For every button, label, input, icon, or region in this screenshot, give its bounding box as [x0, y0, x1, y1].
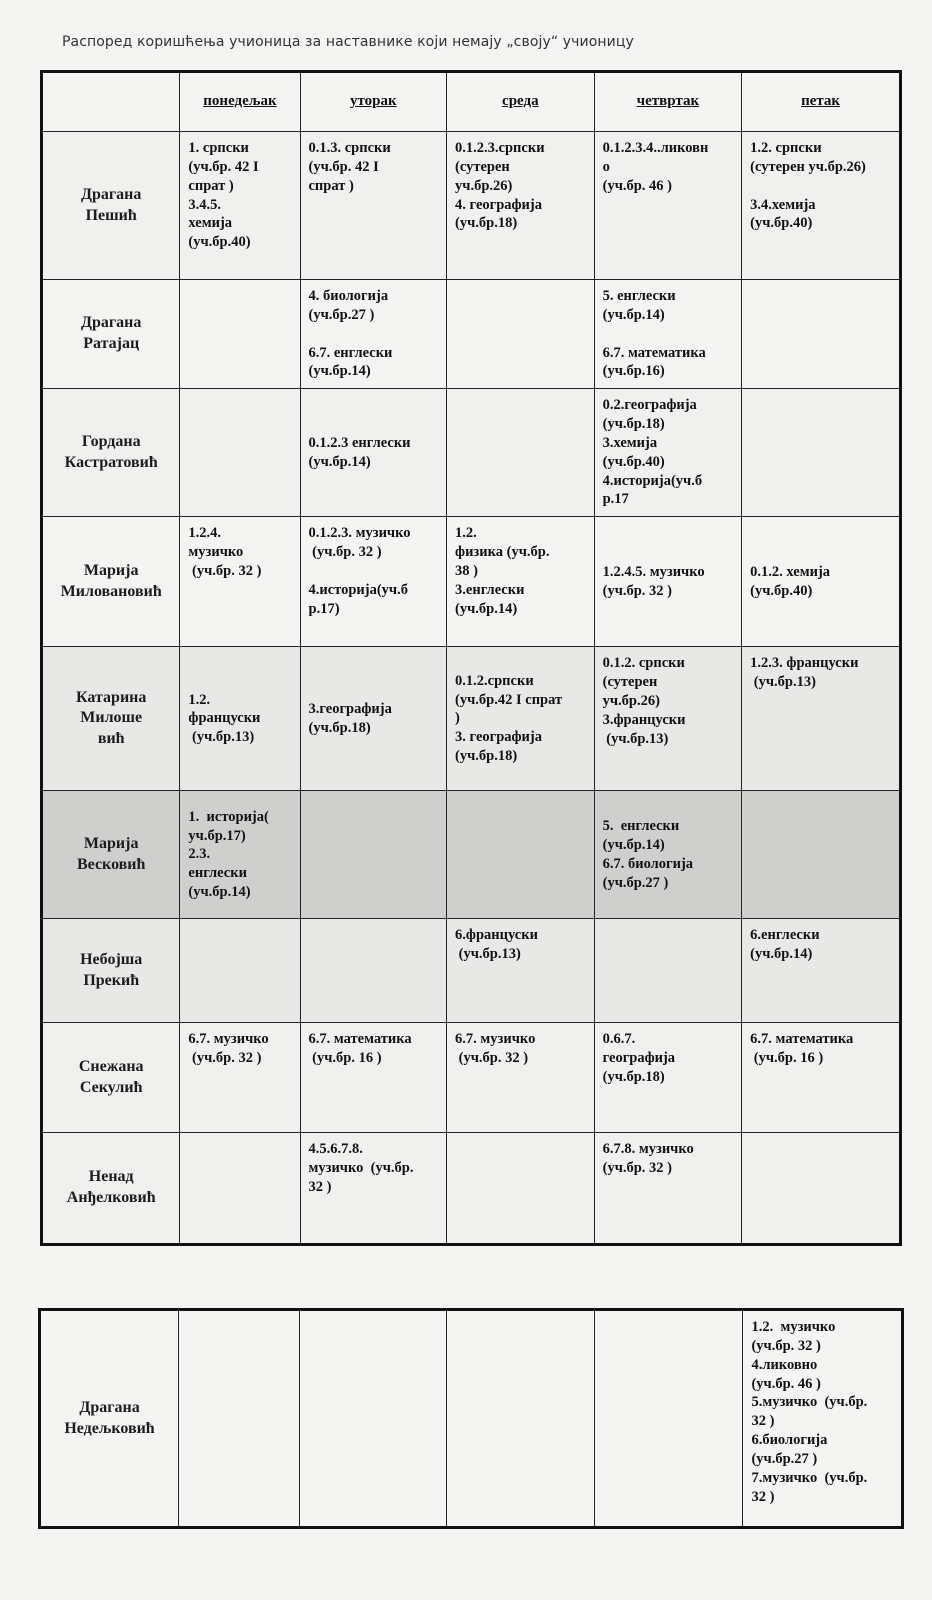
schedule-cell: 0.2.географија (уч.бр.18) 3.хемија (уч.бр.40) 4.историја(уч.б р.17: [594, 389, 742, 517]
schedule-cell: 1.2. француски (уч.бр.13): [180, 647, 300, 791]
schedule-cell: [742, 280, 901, 389]
schedule-cell: 1.2.4. музичко (уч.бр. 32 ): [180, 517, 300, 647]
schedule-cell: [180, 1133, 300, 1245]
teacher-name: Марија Весковић: [42, 791, 180, 919]
schedule-cell: 6.7. музичко (уч.бр. 32 ): [447, 1023, 595, 1133]
schedule-cell: 4. биологија (уч.бр.27 ) 6.7. енглески (уч.бр.14): [300, 280, 447, 389]
table-row: [42, 517, 901, 647]
schedule-cell: [447, 791, 595, 919]
day-header: петак: [742, 72, 901, 132]
schedule-cell: [742, 389, 901, 517]
schedule-cell: 0.1.3. српски (уч.бр. 42 I спрат ): [300, 132, 447, 280]
teacher-name: Катарина Милоше вић: [42, 647, 180, 791]
schedule-cell: 1.2. физика (уч.бр. 38 ) 3.енглески (уч.бр.14): [447, 517, 595, 647]
schedule-cell: 1.2. српски (сутерен уч.бр.26) 3.4.хемија (уч.бр.40): [742, 132, 901, 280]
schedule-cell: [447, 389, 595, 517]
teacher-name: Марија Миловановић: [42, 517, 180, 647]
table-row: [42, 280, 901, 389]
schedule-cell: 4.5.6.7.8. музичко (уч.бр. 32 ): [300, 1133, 447, 1245]
table-row: [42, 647, 901, 791]
schedule-cell: [180, 919, 300, 1023]
teacher-name: Ненад Анђелковић: [42, 1133, 180, 1245]
teacher-name: Небојша Прекић: [42, 919, 180, 1023]
schedule-cell: [300, 919, 447, 1023]
schedule-cell: [742, 1133, 901, 1245]
schedule-cell: 6.7. математика (уч.бр. 16 ): [742, 1023, 901, 1133]
schedule-cell: [299, 1310, 446, 1528]
schedule-cell: 0.1.2.3.4..ликовн о (уч.бр. 46 ): [594, 132, 742, 280]
schedule-cell: [300, 791, 447, 919]
schedule-cell: 0.1.2. српски (сутерен уч.бр.26) 3.француски (уч.бр.13): [594, 647, 742, 791]
day-header: уторак: [300, 72, 447, 132]
day-header: понедељак: [180, 72, 300, 132]
schedule-cell: 1. српски (уч.бр. 42 I спрат ) 3.4.5. хемија (уч.бр.40): [180, 132, 300, 280]
teacher-name: Драгана Недељковић: [40, 1310, 179, 1528]
corner-cell: [42, 72, 180, 132]
schedule-cell: 5. енглески (уч.бр.14) 6.7. биологија (уч.бр.27 ): [594, 791, 742, 919]
schedule-cell: [179, 1310, 300, 1528]
table-row: [42, 919, 901, 1023]
teacher-name: Снежана Секулић: [42, 1023, 180, 1133]
schedule-cell: 1.2. музичко (уч.бр. 32 ) 4.ликовно (уч.бр. 46 ) 5.музичко (уч.бр. 32 ) 6.биологија (уч.бр.27 ) 7.музичко (уч.бр. 32 ): [743, 1310, 903, 1528]
schedule-cell: [447, 1133, 595, 1245]
schedule-cell: [180, 280, 300, 389]
teacher-name: Драгана Ратајац: [42, 280, 180, 389]
schedule-cell: 3.географија (уч.бр.18): [300, 647, 447, 791]
table-row: [42, 132, 901, 280]
schedule-cell: 6.7. музичко (уч.бр. 32 ): [180, 1023, 300, 1133]
schedule-cell: 0.1.2.српски (уч.бр.42 I спрат ) 3. географија (уч.бр.18): [447, 647, 595, 791]
schedule-cell: [446, 1310, 594, 1528]
table-row: [40, 1310, 903, 1528]
teacher-name: Гордана Кастратовић: [42, 389, 180, 517]
schedule-cell: [595, 1310, 743, 1528]
schedule-cell: 1. историја( уч.бр.17) 2.3. енглески (уч.бр.14): [180, 791, 300, 919]
schedule-cell: [742, 791, 901, 919]
schedule-cell: [180, 389, 300, 517]
schedule-cell: 0.1.2.3 енглески (уч.бр.14): [300, 389, 447, 517]
schedule-cell: 5. енглески (уч.бр.14) 6.7. математика (уч.бр.16): [594, 280, 742, 389]
schedule-cell: 0.1.2. хемија (уч.бр.40): [742, 517, 901, 647]
schedule-cell: 1.2.4.5. музичко (уч.бр. 32 ): [594, 517, 742, 647]
schedule-cell: 6.француски (уч.бр.13): [447, 919, 595, 1023]
schedule-cell: 1.2.3. француски (уч.бр.13): [742, 647, 901, 791]
schedule-cell: [447, 280, 595, 389]
schedule-cell: 6.енглески (уч.бр.14): [742, 919, 901, 1023]
schedule-cell: [594, 919, 742, 1023]
table-row: [42, 1133, 901, 1245]
schedule-cell: 0.1.2.3. музичко (уч.бр. 32 ) 4.историја(уч.б р.17): [300, 517, 447, 647]
page-title: Распоред коришћења учионица за наставнике који немају „своју“ учионицу: [62, 34, 634, 50]
table-row: [42, 389, 901, 517]
schedule-body: [42, 132, 901, 1245]
table-row: [42, 791, 901, 919]
schedule-cell: 0.1.2.3.српски (сутерен уч.бр.26) 4. географија (уч.бр.18): [447, 132, 595, 280]
schedule-cell: 0.6.7. географија (уч.бр.18): [594, 1023, 742, 1133]
schedule-cell: 6.7.8. музичко (уч.бр. 32 ): [594, 1133, 742, 1245]
day-header: среда: [447, 72, 595, 132]
schedule-cell: 6.7. математика (уч.бр. 16 ): [300, 1023, 447, 1133]
schedule-table: [40, 70, 902, 1246]
day-header: четвртак: [594, 72, 742, 132]
table-row: [42, 1023, 901, 1133]
extra-schedule-table: [38, 1308, 904, 1529]
header-row: [42, 72, 901, 132]
teacher-name: Драгана Пешић: [42, 132, 180, 280]
